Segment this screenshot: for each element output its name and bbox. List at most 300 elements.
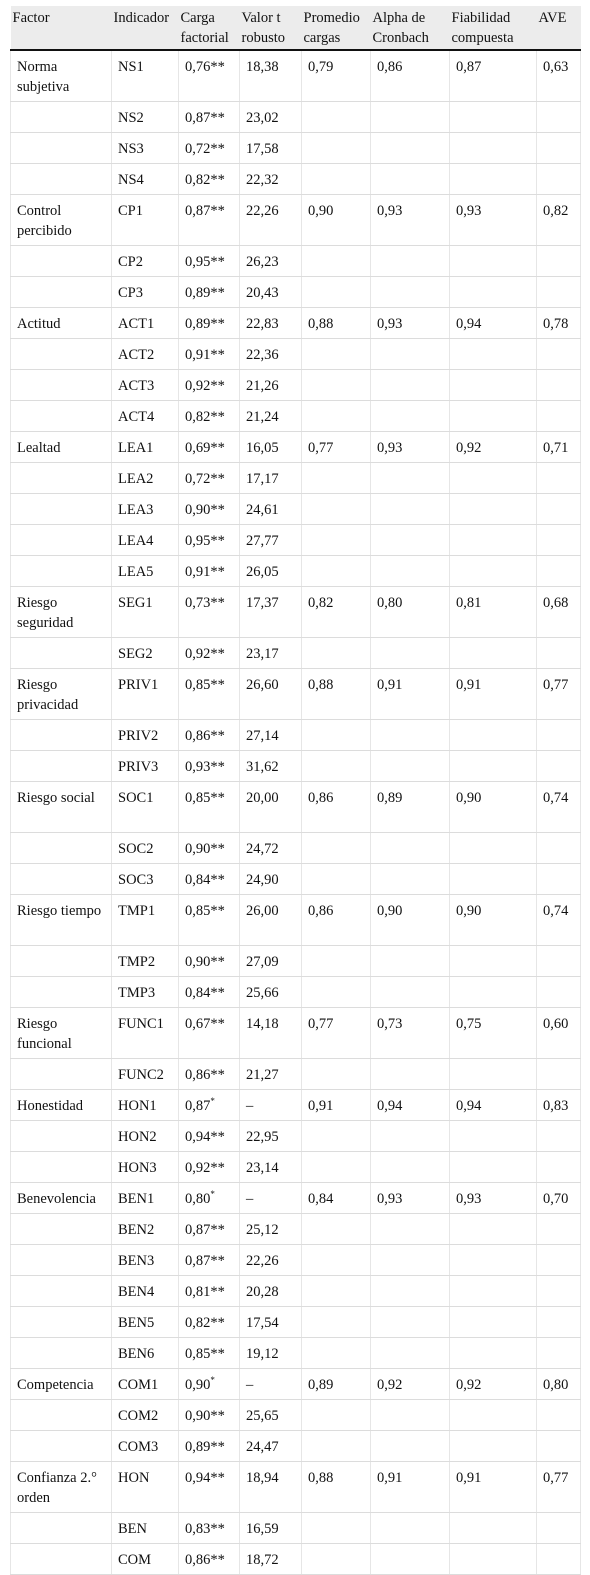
promedio-cell <box>302 401 371 432</box>
fiabilidad-cell <box>450 463 537 494</box>
carga-value: 0,73 <box>185 595 211 611</box>
significance-mark: ** <box>210 110 225 126</box>
promedio-cell <box>302 977 371 1008</box>
factor-cell <box>11 339 112 370</box>
indicador-cell: CP2 <box>112 246 179 277</box>
significance-mark: ** <box>210 285 225 301</box>
ave-cell <box>537 720 581 751</box>
carga-cell <box>179 308 240 339</box>
indicador-cell: LEA4 <box>112 525 179 556</box>
table-row <box>11 246 581 277</box>
significance-mark: ** <box>210 203 225 219</box>
promedio-cell <box>302 1152 371 1183</box>
carga-cell <box>179 1090 240 1121</box>
ave-cell <box>537 164 581 195</box>
carga-value: 0,89 <box>185 285 211 301</box>
alpha-cell <box>371 463 450 494</box>
indicador-cell: SOC2 <box>112 833 179 864</box>
indicador-cell: ACT3 <box>112 370 179 401</box>
ave-cell <box>537 102 581 133</box>
valor-t-cell: – <box>240 1090 302 1121</box>
factor-cell <box>11 977 112 1008</box>
factor-cell <box>11 1513 112 1544</box>
carga-cell <box>179 638 240 669</box>
carga-cell <box>179 1121 240 1152</box>
header-carga-factorial: Carga factorial <box>179 6 240 50</box>
indicador-cell: SEG1 <box>112 587 179 638</box>
fiabilidad-cell: 0,94 <box>450 1090 537 1121</box>
factor-cell: Confianza 2.° orden <box>11 1462 112 1513</box>
alpha-cell <box>371 1214 450 1245</box>
valor-t-cell: 22,95 <box>240 1121 302 1152</box>
fiabilidad-cell: 0,93 <box>450 195 537 246</box>
promedio-cell <box>302 1400 371 1431</box>
factor-cell: Riesgo tiempo <box>11 895 112 946</box>
valor-t-cell: 27,14 <box>240 720 302 751</box>
alpha-cell <box>371 1513 450 1544</box>
valor-t-cell: 20,00 <box>240 782 302 833</box>
alpha-cell <box>371 370 450 401</box>
promedio-cell <box>302 164 371 195</box>
significance-mark: ** <box>210 1439 225 1455</box>
alpha-cell <box>371 1400 450 1431</box>
factor-cell <box>11 1121 112 1152</box>
fiabilidad-cell: 0,94 <box>450 308 537 339</box>
factor-cell <box>11 463 112 494</box>
table-row <box>11 50 581 102</box>
carga-cell <box>179 494 240 525</box>
significance-footnote-mark: * <box>210 1096 215 1107</box>
ave-cell: 0,78 <box>537 308 581 339</box>
carga-value: 0,85 <box>185 903 211 919</box>
carga-value: 0,91 <box>185 347 211 363</box>
indicador-cell: PRIV3 <box>112 751 179 782</box>
factor-cell <box>11 164 112 195</box>
carga-cell <box>179 1544 240 1575</box>
alpha-cell <box>371 864 450 895</box>
indicador-cell: LEA2 <box>112 463 179 494</box>
alpha-cell: 0,89 <box>371 782 450 833</box>
carga-value: 0,95 <box>185 533 211 549</box>
significance-mark: ** <box>210 759 225 775</box>
ave-cell <box>537 833 581 864</box>
indicador-cell: COM <box>112 1544 179 1575</box>
indicador-cell: COM3 <box>112 1431 179 1462</box>
fiabilidad-cell: 0,92 <box>450 432 537 463</box>
valor-t-cell: 24,47 <box>240 1431 302 1462</box>
valor-t-cell: 25,65 <box>240 1400 302 1431</box>
indicador-cell: HON3 <box>112 1152 179 1183</box>
factor-cell: Benevolencia <box>11 1183 112 1214</box>
carga-value: 0,76 <box>185 59 211 75</box>
ave-cell <box>537 1513 581 1544</box>
carga-cell <box>179 277 240 308</box>
ave-cell <box>537 1059 581 1090</box>
fiabilidad-cell <box>450 401 537 432</box>
valor-t-cell: 22,83 <box>240 308 302 339</box>
carga-cell <box>179 782 240 833</box>
indicador-cell: FUNC1 <box>112 1008 179 1059</box>
promedio-cell <box>302 1307 371 1338</box>
significance-mark: ** <box>210 872 225 888</box>
fiabilidad-cell <box>450 246 537 277</box>
valor-t-cell: 27,77 <box>240 525 302 556</box>
ave-cell: 0,71 <box>537 432 581 463</box>
fiabilidad-cell: 0,91 <box>450 669 537 720</box>
fiabilidad-cell <box>450 864 537 895</box>
valor-t-cell: 24,72 <box>240 833 302 864</box>
promedio-cell <box>302 1059 371 1090</box>
promedio-cell <box>302 946 371 977</box>
carga-value: 0,72 <box>185 141 211 157</box>
ave-cell <box>537 463 581 494</box>
carga-value: 0,91 <box>185 564 211 580</box>
promedio-cell: 0,77 <box>302 1008 371 1059</box>
carga-cell <box>179 720 240 751</box>
carga-cell <box>179 463 240 494</box>
alpha-cell <box>371 133 450 164</box>
valor-t-cell: 26,05 <box>240 556 302 587</box>
ave-cell <box>537 946 581 977</box>
carga-value: 0,90 <box>185 1408 211 1424</box>
valor-t-cell: 22,36 <box>240 339 302 370</box>
promedio-cell: 0,91 <box>302 1090 371 1121</box>
carga-value: 0,87 <box>185 1253 211 1269</box>
fiabilidad-cell <box>450 525 537 556</box>
valor-t-cell: 17,54 <box>240 1307 302 1338</box>
ave-cell <box>537 1245 581 1276</box>
carga-value: 0,90 <box>185 502 211 518</box>
alpha-cell <box>371 246 450 277</box>
indicador-cell: ACT1 <box>112 308 179 339</box>
fiabilidad-cell <box>450 1245 537 1276</box>
ave-cell <box>537 1276 581 1307</box>
factor-cell <box>11 556 112 587</box>
significance-mark: ** <box>210 1552 225 1568</box>
valor-t-cell: 14,18 <box>240 1008 302 1059</box>
promedio-cell: 0,82 <box>302 587 371 638</box>
factor-cell: Actitud <box>11 308 112 339</box>
promedio-cell <box>302 525 371 556</box>
carga-cell <box>179 164 240 195</box>
table-row <box>11 525 581 556</box>
significance-mark: ** <box>210 985 225 1001</box>
promedio-cell: 0,86 <box>302 782 371 833</box>
carga-value: 0,92 <box>185 646 211 662</box>
factor-cell <box>11 1214 112 1245</box>
ave-cell <box>537 1400 581 1431</box>
valor-t-cell: 19,12 <box>240 1338 302 1369</box>
indicador-cell: FUNC2 <box>112 1059 179 1090</box>
carga-value: 0,87 <box>185 110 211 126</box>
significance-mark: ** <box>210 1253 225 1269</box>
carga-cell <box>179 1152 240 1183</box>
header-factor: Factor <box>11 6 112 50</box>
indicador-cell: BEN <box>112 1513 179 1544</box>
carga-value: 0,85 <box>185 1346 211 1362</box>
fiabilidad-cell <box>450 1544 537 1575</box>
indicador-cell: COM1 <box>112 1369 179 1400</box>
ave-cell <box>537 638 581 669</box>
ave-cell <box>537 1431 581 1462</box>
alpha-cell: 0,90 <box>371 895 450 946</box>
alpha-cell <box>371 977 450 1008</box>
carga-value: 0,86 <box>185 1067 211 1083</box>
indicador-cell: SOC1 <box>112 782 179 833</box>
ave-cell: 0,63 <box>537 50 581 102</box>
alpha-cell: 0,86 <box>371 50 450 102</box>
factor-cell <box>11 1307 112 1338</box>
indicador-cell: NS2 <box>112 102 179 133</box>
promedio-cell <box>302 751 371 782</box>
alpha-cell <box>371 277 450 308</box>
table-row <box>11 308 581 339</box>
factor-cell <box>11 277 112 308</box>
ave-cell: 0,74 <box>537 895 581 946</box>
indicador-cell: NS3 <box>112 133 179 164</box>
significance-mark: ** <box>210 533 225 549</box>
valor-t-cell: 20,28 <box>240 1276 302 1307</box>
fiabilidad-cell: 0,87 <box>450 50 537 102</box>
indicador-cell: COM2 <box>112 1400 179 1431</box>
header-promedio-cargas: Promedio cargas <box>302 6 371 50</box>
alpha-cell: 0,94 <box>371 1090 450 1121</box>
factor-cell: Honestidad <box>11 1090 112 1121</box>
carga-value: 0,82 <box>185 409 211 425</box>
promedio-cell <box>302 1276 371 1307</box>
table-row <box>11 195 581 246</box>
significance-mark: ** <box>210 1222 225 1238</box>
carga-value: 0,84 <box>185 985 211 1001</box>
carga-cell <box>179 525 240 556</box>
promedio-cell <box>302 638 371 669</box>
table-row <box>11 401 581 432</box>
indicador-cell: PRIV1 <box>112 669 179 720</box>
carga-cell <box>179 50 240 102</box>
valor-t-cell: 27,09 <box>240 946 302 977</box>
significance-mark: ** <box>210 1470 225 1486</box>
significance-mark: ** <box>210 471 225 487</box>
valor-t-cell: 18,72 <box>240 1544 302 1575</box>
factor-cell: Riesgo privacidad <box>11 669 112 720</box>
significance-mark: ** <box>210 502 225 518</box>
valor-t-cell: 21,27 <box>240 1059 302 1090</box>
table-row <box>11 1152 581 1183</box>
promedio-cell <box>302 133 371 164</box>
table-row <box>11 751 581 782</box>
carga-value: 0,83 <box>185 1521 211 1537</box>
significance-mark: ** <box>210 1315 225 1331</box>
valor-t-cell: 25,12 <box>240 1214 302 1245</box>
ave-cell <box>537 1338 581 1369</box>
header-indicador: Indicador <box>112 6 179 50</box>
alpha-cell <box>371 833 450 864</box>
fiabilidad-cell <box>450 751 537 782</box>
carga-cell <box>179 895 240 946</box>
ave-cell <box>537 401 581 432</box>
carga-cell <box>179 833 240 864</box>
factor-cell <box>11 370 112 401</box>
carga-cell <box>179 1307 240 1338</box>
promedio-cell: 0,88 <box>302 669 371 720</box>
alpha-cell <box>371 1059 450 1090</box>
ave-cell <box>537 133 581 164</box>
carga-cell <box>179 1183 240 1214</box>
promedio-cell <box>302 246 371 277</box>
ave-cell <box>537 494 581 525</box>
fiabilidad-cell <box>450 977 537 1008</box>
alpha-cell <box>371 946 450 977</box>
ave-cell: 0,68 <box>537 587 581 638</box>
valor-t-cell: 23,17 <box>240 638 302 669</box>
carga-value: 0,92 <box>185 378 211 394</box>
carga-cell <box>179 946 240 977</box>
carga-value: 0,87 <box>185 1098 211 1114</box>
indicador-cell: NS1 <box>112 50 179 102</box>
ave-cell <box>537 1121 581 1152</box>
fiabilidad-cell <box>450 1400 537 1431</box>
carga-cell <box>179 587 240 638</box>
carga-cell <box>179 1008 240 1059</box>
alpha-cell <box>371 494 450 525</box>
carga-value: 0,87 <box>185 203 211 219</box>
alpha-cell: 0,93 <box>371 432 450 463</box>
ave-cell <box>537 751 581 782</box>
table-row <box>11 1431 581 1462</box>
promedio-cell: 0,90 <box>302 195 371 246</box>
significance-mark: ** <box>210 1284 225 1300</box>
indicador-cell: ACT4 <box>112 401 179 432</box>
fiabilidad-cell <box>450 164 537 195</box>
factor-cell <box>11 494 112 525</box>
table-row <box>11 133 581 164</box>
carga-value: 0,94 <box>185 1470 211 1486</box>
carga-cell <box>179 864 240 895</box>
table-row <box>11 977 581 1008</box>
table-row <box>11 1462 581 1513</box>
valor-t-cell: 21,26 <box>240 370 302 401</box>
factor-cell <box>11 1400 112 1431</box>
significance-mark: ** <box>210 954 225 970</box>
alpha-cell: 0,80 <box>371 587 450 638</box>
indicador-cell: CP3 <box>112 277 179 308</box>
indicador-cell: ACT2 <box>112 339 179 370</box>
fiabilidad-cell <box>450 1307 537 1338</box>
indicador-cell: BEN6 <box>112 1338 179 1369</box>
promedio-cell: 0,84 <box>302 1183 371 1214</box>
ave-cell <box>537 556 581 587</box>
valor-t-cell: 26,60 <box>240 669 302 720</box>
significance-mark: ** <box>210 1160 225 1176</box>
carga-value: 0,86 <box>185 1552 211 1568</box>
carga-value: 0,94 <box>185 1129 211 1145</box>
table-row <box>11 1338 581 1369</box>
promedio-cell <box>302 556 371 587</box>
significance-mark: ** <box>210 841 225 857</box>
fiabilidad-cell <box>450 277 537 308</box>
carga-cell <box>179 1400 240 1431</box>
fiabilidad-cell: 0,92 <box>450 1369 537 1400</box>
fiabilidad-cell <box>450 133 537 164</box>
ave-cell: 0,77 <box>537 669 581 720</box>
indicador-cell: BEN2 <box>112 1214 179 1245</box>
header-alpha: Alpha de Cronbach <box>371 6 450 50</box>
alpha-cell: 0,92 <box>371 1369 450 1400</box>
valor-t-cell: – <box>240 1183 302 1214</box>
alpha-cell <box>371 1152 450 1183</box>
promedio-cell <box>302 720 371 751</box>
carga-value: 0,90 <box>185 841 211 857</box>
indicador-cell: HON2 <box>112 1121 179 1152</box>
table-row <box>11 895 581 946</box>
promedio-cell <box>302 1121 371 1152</box>
alpha-cell: 0,91 <box>371 669 450 720</box>
valor-t-cell: 18,94 <box>240 1462 302 1513</box>
alpha-cell <box>371 1121 450 1152</box>
table-row <box>11 669 581 720</box>
factor-cell <box>11 751 112 782</box>
valor-t-cell: 22,26 <box>240 1245 302 1276</box>
promedio-cell <box>302 463 371 494</box>
promedio-cell <box>302 1513 371 1544</box>
alpha-cell <box>371 751 450 782</box>
table-row <box>11 720 581 751</box>
significance-mark: ** <box>210 595 225 611</box>
indicador-cell: SEG2 <box>112 638 179 669</box>
valor-t-cell: – <box>240 1369 302 1400</box>
ave-cell <box>537 1214 581 1245</box>
carga-cell <box>179 1276 240 1307</box>
fiabilidad-cell <box>450 102 537 133</box>
ave-cell <box>537 864 581 895</box>
table-row <box>11 1059 581 1090</box>
carga-value: 0,87 <box>185 1222 211 1238</box>
valor-t-cell: 16,59 <box>240 1513 302 1544</box>
indicador-cell: LEA5 <box>112 556 179 587</box>
factor-cell <box>11 833 112 864</box>
table-row <box>11 946 581 977</box>
alpha-cell <box>371 1544 450 1575</box>
factor-cell: Riesgo funcional <box>11 1008 112 1059</box>
ave-cell <box>537 525 581 556</box>
carga-cell <box>179 556 240 587</box>
promedio-cell <box>302 1245 371 1276</box>
carga-cell <box>179 102 240 133</box>
carga-value: 0,85 <box>185 790 211 806</box>
carga-cell <box>179 1369 240 1400</box>
promedio-cell: 0,86 <box>302 895 371 946</box>
significance-mark: ** <box>210 347 225 363</box>
carga-cell <box>179 1462 240 1513</box>
alpha-cell <box>371 638 450 669</box>
significance-mark: ** <box>210 1067 225 1083</box>
factor-cell <box>11 638 112 669</box>
carga-cell <box>179 133 240 164</box>
promedio-cell: 0,79 <box>302 50 371 102</box>
significance-mark: ** <box>210 141 225 157</box>
alpha-cell: 0,93 <box>371 195 450 246</box>
promedio-cell <box>302 1338 371 1369</box>
carga-cell <box>179 1059 240 1090</box>
table-row <box>11 833 581 864</box>
factor-cell: Riesgo seguridad <box>11 587 112 638</box>
alpha-cell <box>371 1245 450 1276</box>
valor-t-cell: 17,17 <box>240 463 302 494</box>
carga-value: 0,95 <box>185 254 211 270</box>
promedio-cell <box>302 370 371 401</box>
table-row <box>11 638 581 669</box>
carga-value: 0,84 <box>185 872 211 888</box>
